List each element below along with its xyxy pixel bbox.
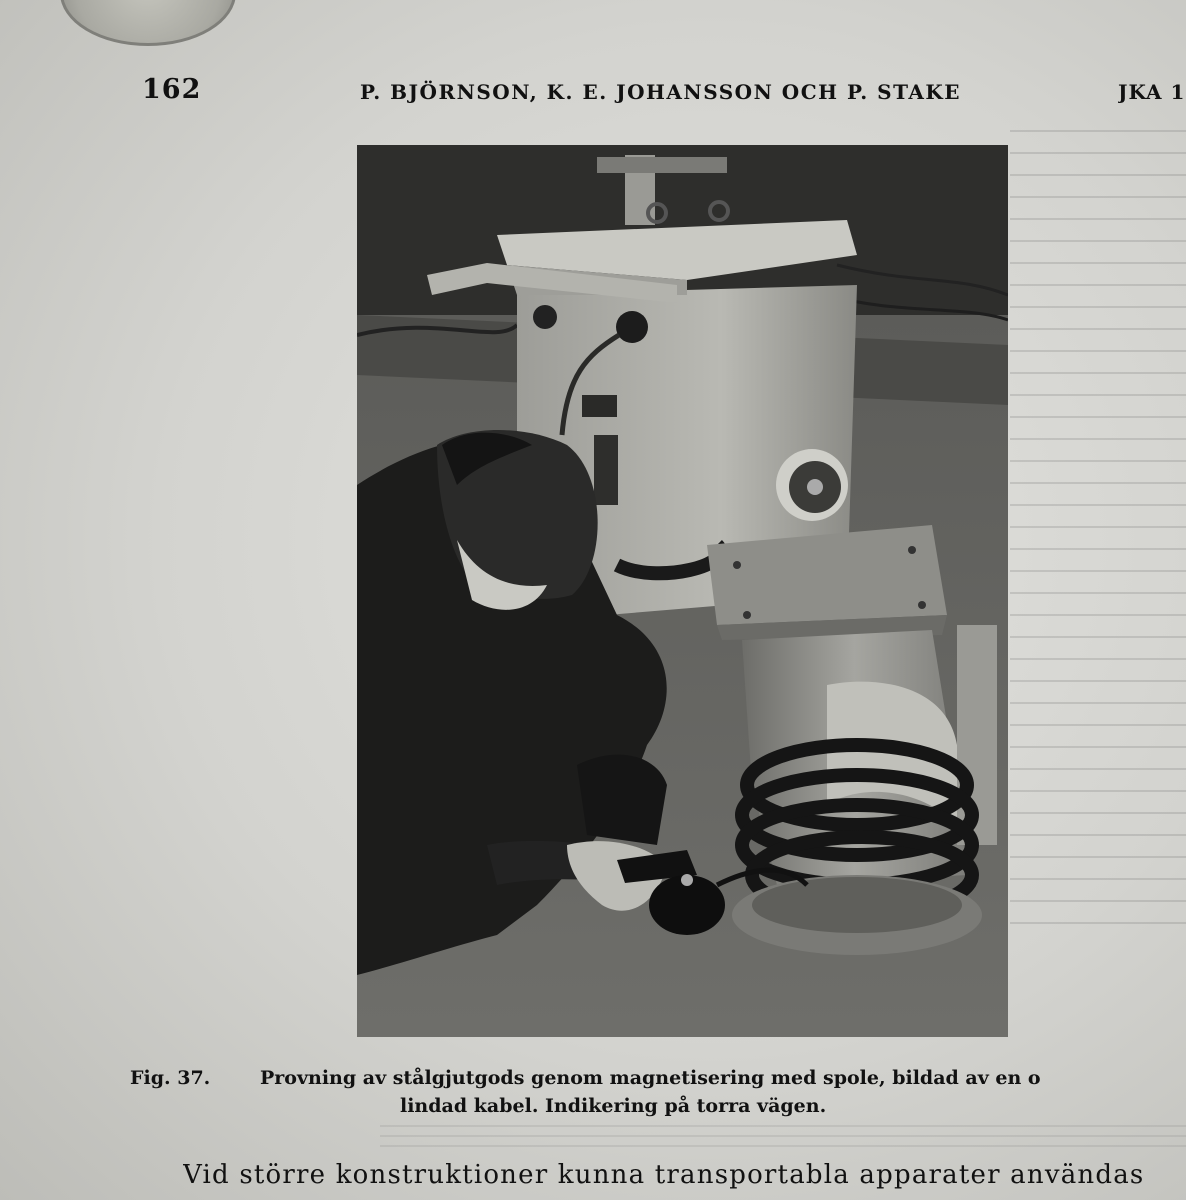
caption-line-1: Provning av stålgjutgods genom magnetisering med spole, bildad av en o [260,1067,1041,1089]
lens-disc-artifact [60,0,236,46]
page-number: 162 [142,74,202,105]
photo-illustration [357,145,1008,1037]
caption-line-2: lindad kabel. Indikering på torra vägen. [400,1095,827,1117]
page-header [0,74,1186,108]
figure-caption [130,1064,1186,1124]
body-paragraph: Vid större konstruktioner kunna transportabla apparater användas [183,1160,1145,1190]
bleed-through-text-bottom [380,1125,1186,1155]
figure-label: Fig. 37. [130,1067,211,1089]
figure-photograph [357,145,1008,1037]
journal-abbreviation: JKA 1 [1118,80,1186,104]
bleed-through-text [1010,130,1186,930]
running-head: P. BJÖRNSON, K. E. JOHANSSON OCH P. STAKE [360,80,962,104]
